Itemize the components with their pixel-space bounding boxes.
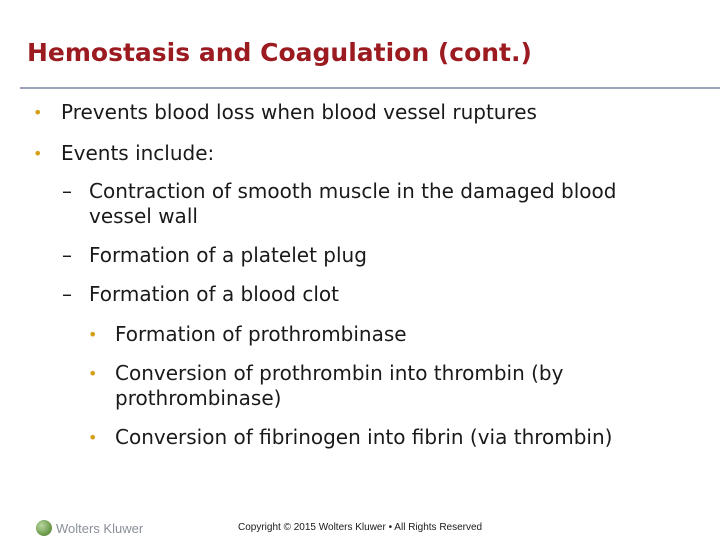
dash-icon: – [62,282,72,306]
sub-bullet-blood-clot: Formation of a blood clot [89,282,339,306]
footer-logo [36,518,143,538]
bullet-prevents-blood-loss: Prevents blood loss when blood vessel ruptures [61,100,537,124]
sub-sub-bullet-prothrombin-to-thrombin: Conversion of prothrombin into thrombin (by prothrombinase) [115,361,564,410]
slide-title: Hemostasis and Coagulation (cont.) [27,38,532,67]
bullet-icon: • [88,325,98,344]
bullet-icon: • [88,428,98,447]
wolters-kluwer-logo-icon [36,520,52,536]
bullet-icon: • [33,103,43,122]
dash-icon: – [62,179,72,203]
copyright-notice: Copyright © 2015 Wolters Kluwer • All Rights Reserved [238,522,483,533]
bullet-events-include: Events include: [61,141,215,165]
sub-sub-bullet-prothrombinase: Formation of prothrombinase [115,322,407,346]
bullet-icon: • [33,144,43,163]
sub-sub-bullet-fibrinogen-to-fibrin: Conversion of fibrinogen into fibrin (via thrombin) [115,425,613,449]
title-divider [20,87,720,89]
dash-icon: – [62,243,72,267]
logo-text: Wolters Kluwer [56,520,144,536]
sub-bullet-platelet-plug: Formation of a platelet plug [89,243,367,267]
bullet-icon: • [88,364,98,383]
sub-bullet-contraction: Contraction of smooth muscle in the damaged blood vessel wall [89,179,617,228]
